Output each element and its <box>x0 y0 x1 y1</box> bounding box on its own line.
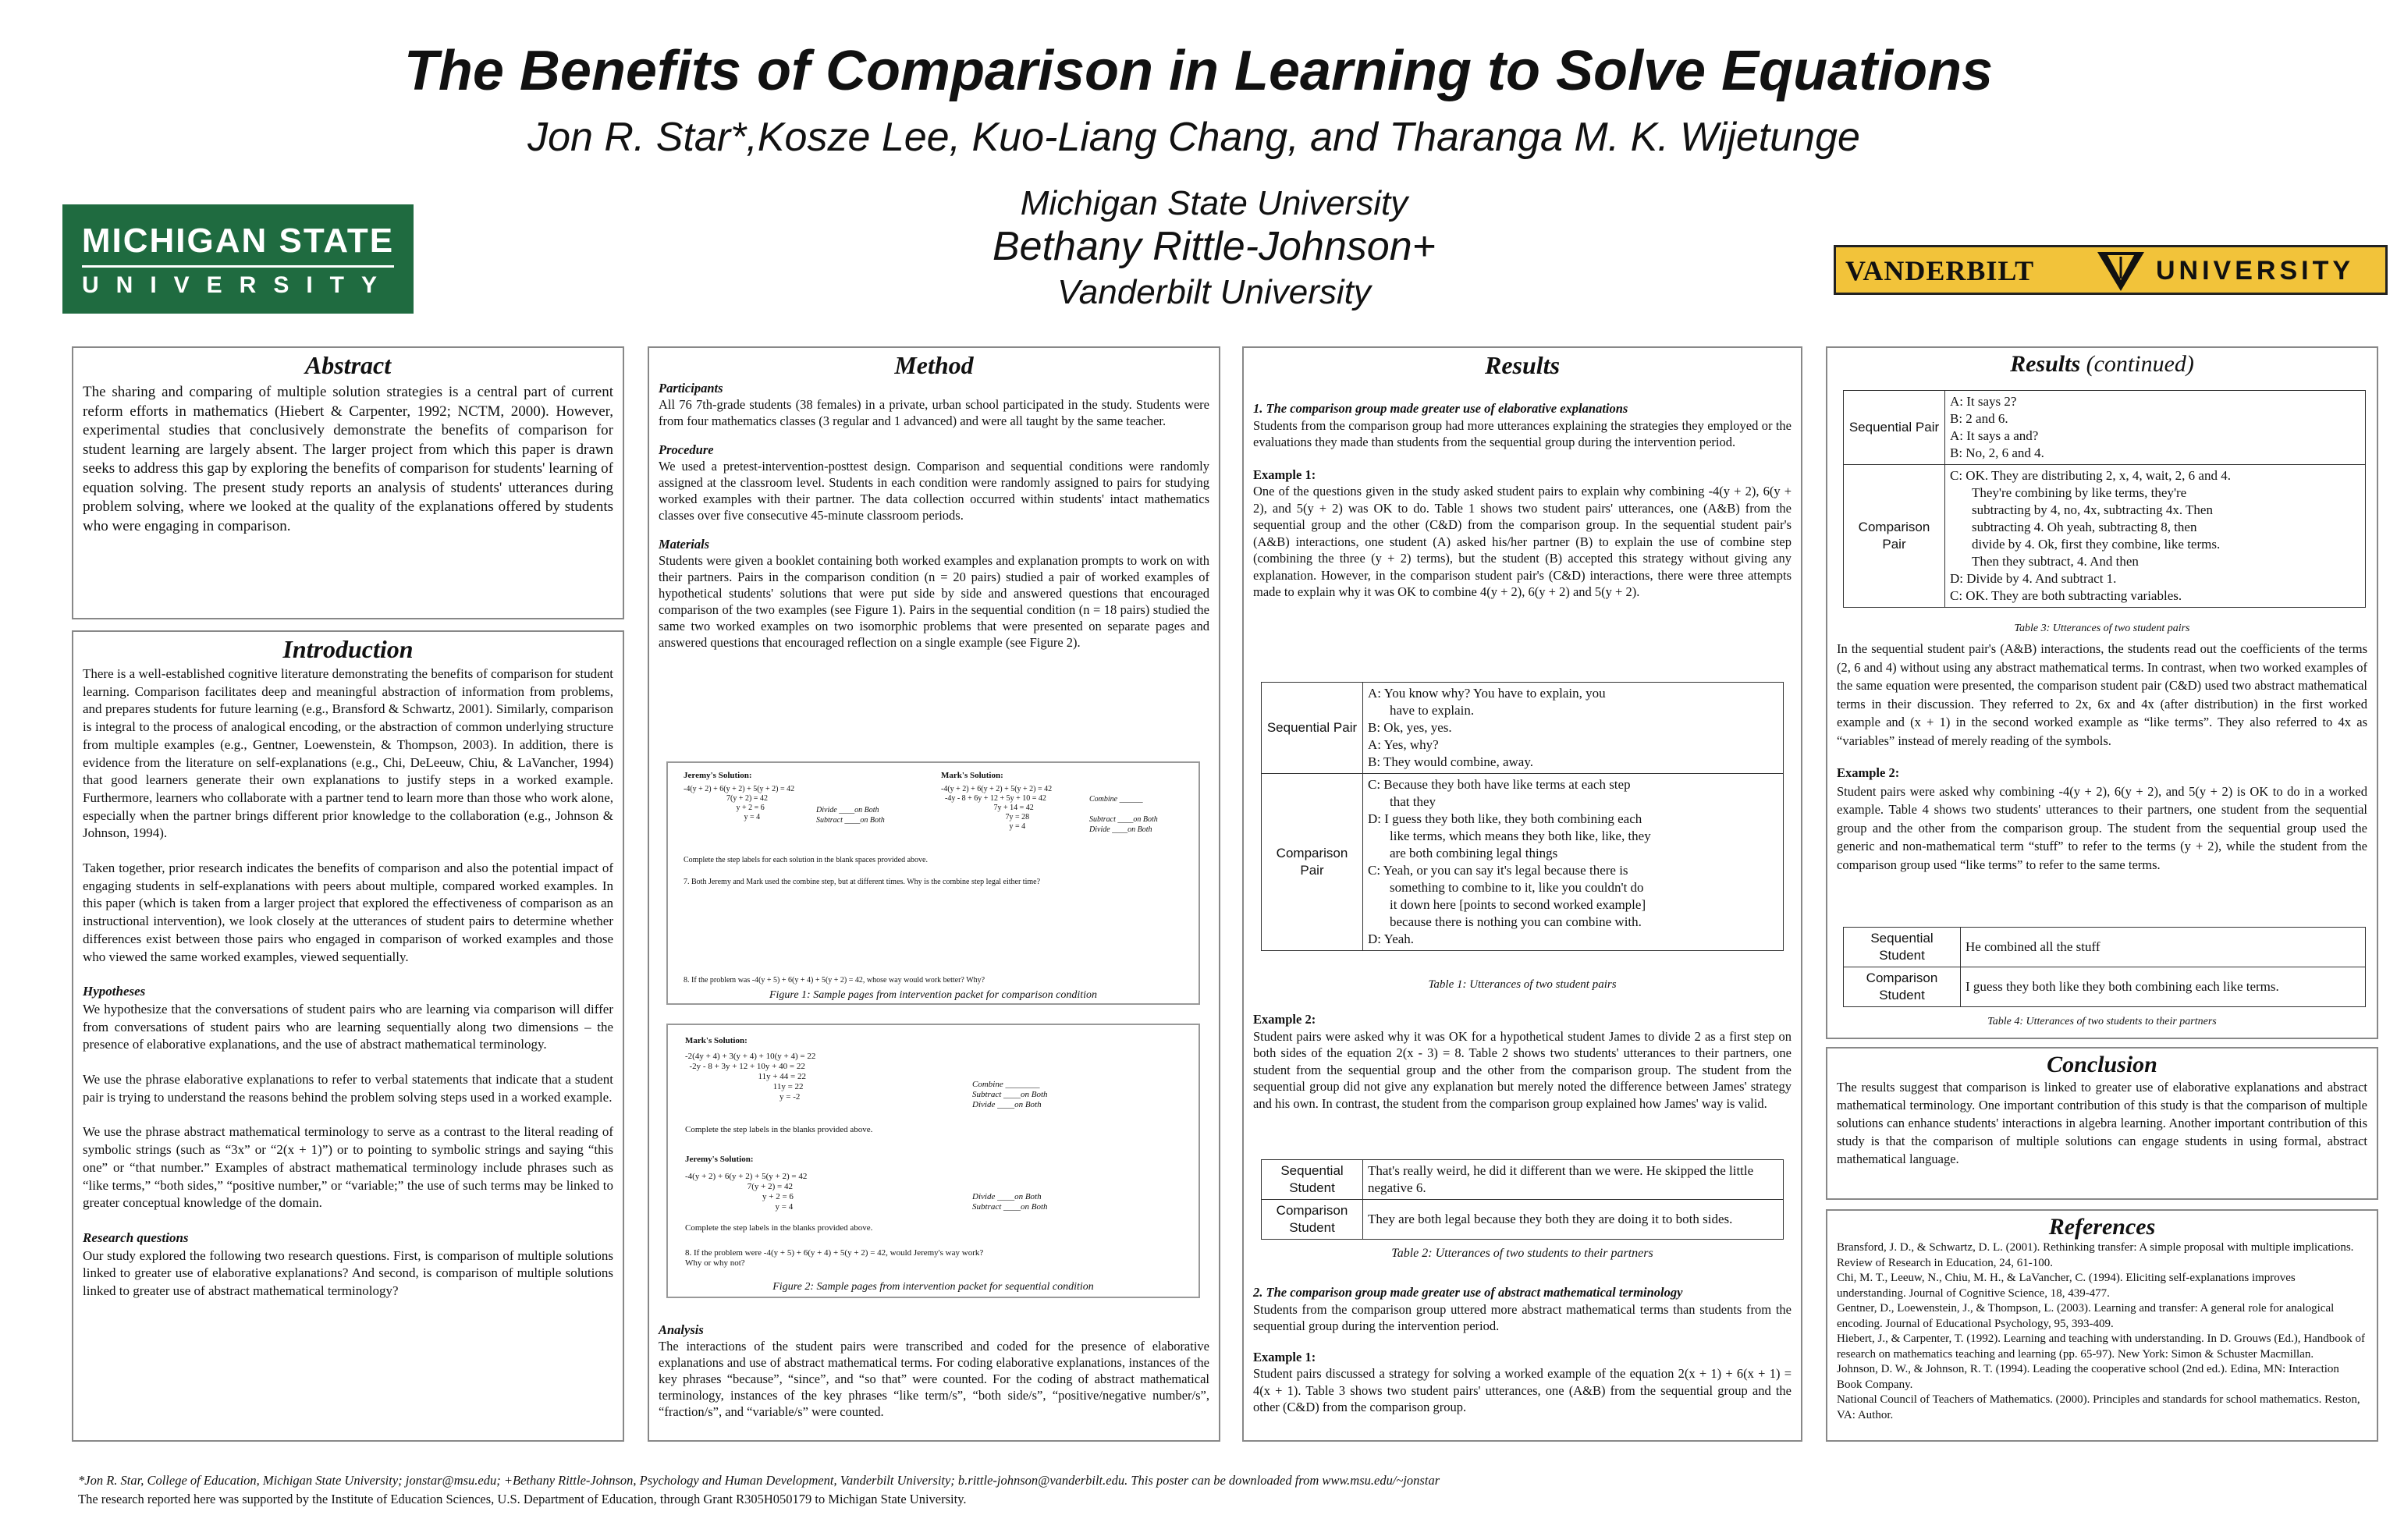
results-continued-title: Results <box>2010 351 2081 377</box>
results-continued-section <box>1826 346 2378 1039</box>
reference-item: National Council of Teachers of Mathematics. (2000). Principles and standards for school mathematics. Reston, VA: Author. <box>1837 1393 2360 1421</box>
t1r1-line: A: Yes, why? <box>1368 737 1439 752</box>
participants-text: All 76 7th-grade students (38 females) in a private, urban school participated in the study. Students were from four mathematics classes (3 regular and 1 advanced) and were all taught by the same teacher. <box>659 397 1209 428</box>
results-continued-suffix: (continued) <box>2086 351 2194 377</box>
t1r2-line: like terms, which means they both like, like, they <box>1390 829 1651 843</box>
table2-row2-label: Comparison Student <box>1262 1200 1363 1240</box>
fig1-question-7: 7. Both Jeremy and Mark used the combine step, but at different times. Why is the combine step legal either time? <box>684 878 1041 886</box>
fig1-mark-label: Mark's Solution: <box>941 771 1003 780</box>
t3r2-line: subtracting 4. Oh yeah, subtracting 8, then <box>1972 520 2197 534</box>
t1r2-line: are both combining legal things <box>1390 846 1558 860</box>
fig2-question-8b: Why or why not? <box>685 1258 745 1268</box>
t1r2-line: something to combine to it, like you couldn't do <box>1390 880 1644 895</box>
table1-row1-utterances <box>1363 683 1784 774</box>
t3r2-line: Then they subtract, 4. And then <box>1972 554 2139 569</box>
table1-row2-utterances <box>1363 774 1784 951</box>
procedure-heading: Procedure <box>659 442 714 457</box>
fig2-mark-labels: Combine ________ Subtract ____on Both Divide ____on Both <box>972 1080 1048 1109</box>
affiliation-msu: Michigan State University <box>1020 184 1408 222</box>
t3r1-line: A: It says a and? <box>1950 428 2039 443</box>
fig2-jeremy-label: Jeremy's Solution: <box>685 1155 754 1164</box>
table-3 <box>1843 390 2366 608</box>
table-4 <box>1843 927 2366 1007</box>
table4-row1-utterance: He combined all the stuff <box>1961 928 2366 967</box>
result-1-example-1-text: One of the questions given in the study asked student pairs to explain why combining -4(y + 2), 6(y + 2), and 5(y + 2) was OK to do. Table 1 shows two student pairs' utterances, one (A&B) from the sequential group and the other (C&D) from the comparison group. In the sequential student pair's (A&B) interactions, one student (A) asked his/her partner (B) to explain the use of combine step (combining the three (y + 2) terms), but the student (B) accepted this strategy without giving any explanation. However, in the comparison student pair's (C&D) interactions, there were three attempts made to explain why it was OK to combine 4(y + 2), 6(y + 2) and 5(y + 2). <box>1253 484 1792 599</box>
abstract-heading: Abstract <box>304 351 392 379</box>
table1-row1-label: Sequential Pair <box>1262 683 1363 774</box>
references-list <box>1827 1240 2377 1423</box>
table2-row2-utterance: They are both legal because they both they are doing it to both sides. <box>1363 1200 1784 1240</box>
t3r2-line: D: Divide by 4. And subtract 1. <box>1950 571 2117 586</box>
t1r2-line: because there is nothing you can combine with. <box>1390 914 1642 929</box>
table3-row2-utterances <box>1945 465 2366 608</box>
t1r2-line: C: Because they both have like terms at each step <box>1368 777 1631 792</box>
t1r2-line: it down here [points to second worked example] <box>1390 897 1646 912</box>
reference-item: Chi, M. T., Leeuw, N., Chiu, M. H., & LaVancher, C. (1994). Eliciting self-explanations improves understanding. Journal of Cognitive Science, 18, 439-477. <box>1837 1272 2296 1300</box>
table4-row2-label: Comparison Student <box>1844 967 1961 1007</box>
figure-2-sample-page <box>666 1024 1200 1298</box>
t1r1-line: B: They would combine, away. <box>1368 754 1533 769</box>
figure-1-caption: Figure 1: Sample pages from intervention packet for comparison condition <box>769 989 1098 1001</box>
introduction-section <box>72 630 624 1442</box>
table-1 <box>1261 682 1784 951</box>
t1r2-line: D: I guess they both like, they both combining each <box>1368 811 1642 826</box>
materials-text: Students were given a booklet containing both worked examples and explanation prompts to work on with their partners. Pairs in the comparison condition (n = 20 pairs) studied a pair of worked examples of hypothetical students' solutions that were put side by side and answered questions that encouraged comparison of the two examples (see Figure 1). Pairs in the sequential condition (n = 18 pairs) studied the same two worked examples on two isomorphic problems that were presented on separate pages and answered questions that encouraged reflection on a single example (see Figure 2). <box>659 553 1209 650</box>
msu-logo-line1: MICHIGAN STATE <box>81 222 395 260</box>
result-2-example-2-heading: Example 2: <box>1837 765 1900 780</box>
t3r2-line: divide by 4. Ok, first they combine, like terms. <box>1972 537 2221 552</box>
table3-row1-utterances <box>1945 391 2366 465</box>
fig2-instructions-1: Complete the step labels in the blanks provided above. <box>685 1125 873 1134</box>
vanderbilt-logo <box>1834 245 2388 295</box>
result-1-example-2-text: Student pairs were asked why it was OK for a hypothetical student James to divide 2 as a first step on both sides of the equation 2(x - 3) = 8. Table 2 shows two students' utterances to their partners, one student from the sequential group and the other from the comparison group. The student from the sequential group did not give any explanation but merely noted the difference between James' strategy and his own. In contrast, the student from the comparison group explained how James' way is valid. <box>1253 1028 1792 1111</box>
materials-heading: Materials <box>659 537 710 552</box>
references-section <box>1826 1209 2378 1442</box>
results-section <box>1242 346 1802 1442</box>
affiliation-vanderbilt: Vanderbilt University <box>1057 273 1371 311</box>
table2-row1-label: Sequential Student <box>1262 1160 1363 1200</box>
participants-heading: Participants <box>659 381 723 396</box>
t3r1-line: B: 2 and 6. <box>1950 411 2008 426</box>
fig2-mark-label: Mark's Solution: <box>685 1036 748 1045</box>
fig1-jeremy-labels: Divide ____on Both Subtract ____on Both <box>816 806 885 825</box>
figure-2-caption: Figure 2: Sample pages from intervention packet for sequential condition <box>772 1281 1094 1293</box>
result-2-heading: 2. The comparison group made greater use of abstract mathematical terminology <box>1253 1285 1683 1300</box>
analysis-text: The interactions of the student pairs were transcribed and coded for the presence of elaborative explanations and use of abstract mathematical terms. For coding elaborative explanations, instances of the key phrases “because”, “since”, and “so that” were counted. For the coding of abstract mathematical terminology, instances of the key phrases “like term/s”, “both side/s”, “positive/negative number/s”, “fraction/s”, and “variable/s” were counted. <box>659 1339 1209 1419</box>
t1r1-line: A: You know why? You have to explain, you <box>1368 686 1606 701</box>
author-list: Jon R. Star*,Kosze Lee, Kuo-Liang Chang, and Tharanga M. K. Wijetunge <box>527 115 1860 160</box>
fig2-jeremy-labels: Divide ____on Both Subtract ____on Both <box>972 1192 1048 1212</box>
reference-item: Johnson, D. W., & Johnson, R. T. (1994). Leading the cooperative school (2nd ed.). Edina, MN: Interaction Book Company. <box>1837 1363 2339 1391</box>
table4-row2-utterance: I guess they both like they both combining each like terms. <box>1961 967 2366 1007</box>
fig1-jeremy-steps: -4(y + 2) + 6(y + 2) + 5(y + 2) = 42 7(y + 2) = 42 y + 2 = 6 y = 4 <box>684 785 795 821</box>
reference-item: Hiebert, J., & Carpenter, T. (1992). Learning and teaching with understanding. In D. Grouws (Ed.), Handbook of research on mathematics teaching and learning (pp. 65-97). New York: Simon & Schuster Macmillan. <box>1837 1332 2366 1361</box>
fig1-instructions: Complete the step labels for each solution in the blank spaces provided above. <box>684 856 928 864</box>
research-questions-heading: Research questions <box>83 1230 189 1245</box>
results-continued-heading <box>1827 351 2377 378</box>
fig2-instructions-2: Complete the step labels in the blanks provided above. <box>685 1223 873 1233</box>
table4-row1-label: Sequential Student <box>1844 928 1961 967</box>
msu-logo-rule <box>82 265 394 268</box>
t1r1-line: have to explain. <box>1390 703 1475 718</box>
conclusion-heading: Conclusion <box>2047 1052 2157 1077</box>
result-1-example-1-heading: Example 1: <box>1253 467 1316 482</box>
intro-paragraph-4: We use the phrase abstract mathematical terminology to serve as a contrast to the literal reading of symbolic strings (such as “3x” or “2(x + 1)”) or to pointing to symbolic strings and saying “this one” or “that number.” Examples of abstract mathematical terminology include phrases such as “like terms,” “both sides,” “positive number,” or “variable;” the use of such terms may be linked to greater conceptual knowledge of the domain. <box>83 1124 613 1211</box>
result-2-text: Students from the comparison group uttered more abstract mathematical terms than students from the sequential group during the intervention period. <box>1253 1301 1792 1333</box>
msu-logo <box>62 204 414 314</box>
research-questions-text: Our study explored the following two research questions. First, is comparison of multiple solutions linked to greater use of elaborative explanations? And second, is comparison of multiple solutions linked to greater use of abstract mathematical terminology? <box>83 1247 613 1299</box>
fig1-jeremy-label: Jeremy's Solution: <box>684 771 752 780</box>
t3r2-line: C: OK. They are both subtracting variables. <box>1950 588 2182 603</box>
table-2-caption: Table 2: Utterances of two students to their partners <box>1391 1247 1653 1260</box>
analysis-heading: Analysis <box>659 1322 704 1337</box>
table-3-caption: Table 3: Utterances of two student pairs <box>2014 623 2190 634</box>
fig2-jeremy-steps: -4(y + 2) + 6(y + 2) + 5(y + 2) = 42 7(y + 2) = 42 y + 2 = 6 y = 4 <box>685 1172 808 1212</box>
conclusion-text: The results suggest that comparison is linked to greater use of elaborative explanations and abstract mathematical terminology. One important contribution of this study is that the comparison of multiple solutions can enhance students' interactions in algebra learning. Another important contribution of this study is that the comparison of multiple solutions can engage students in using formal, abstract mathematical language. <box>1837 1080 2367 1166</box>
table2-row1-utterance: That's really weird, he did it different than we were. He skipped the little negative 6. <box>1363 1160 1784 1200</box>
result-2-example-2-text: Student pairs were asked why combining -4(y + 2), 6(y + 2), and 5(y + 2) is OK to do in a worked example. Table 4 shows two students' utterances to their partners, one student from the sequential group and the other from the comparison group. The student from the sequential group used the generic and non-mathematical term “stuff” to refer to the terms (y + 2), while the student from the comparison group used “like terms” to refer to the same terms. <box>1837 783 2367 872</box>
vanderbilt-oak-leaf-icon <box>2093 249 2148 293</box>
table3-row2-label: Comparison Pair <box>1844 465 1945 608</box>
intro-paragraph-2: Taken together, prior research indicates the benefits of comparison and also the potential impact of engaging students in self-explanations with peers about multiple, compared worked examples. In this paper (which is taken from a larger project that explored the effectiveness of comparison as an instructional intervention), we look closely at the utterances of student pairs to determine whether differences exist between those pairs who engaged in comparison of worked examples and those who viewed the same worked examples, viewed sequentially. <box>83 860 613 964</box>
msu-logo-line2: UNIVERSITY <box>81 272 395 298</box>
method-heading: Method <box>894 351 974 379</box>
table3-row1-label: Sequential Pair <box>1844 391 1945 465</box>
t1r1-line: B: Ok, yes, yes. <box>1368 720 1452 735</box>
results-continued-paragraph: In the sequential student pair's (A&B) interactions, the students read out the coefficients of the terms (2, 6 and 4) without using any abstract mathematical terms. In contrast, when two worked examples of the same equation were presented, the comparison student pair (C&D) used two abstract mathematical terms in their discussion. They referred to 2x, 6x and 4x (after distribution) in the first worked example and (x + 1) in the second worked example as “like terms”. They also referred to 4x as “variables” instead of merely reading of the symbols. <box>1837 641 2367 748</box>
reference-item: Bransford, J. D., & Schwartz, D. L. (2001). Rethinking transfer: A simple proposal with multiple implications. Review of Research in Education, 24, 61-100. <box>1837 1241 2354 1269</box>
t3r1-line: A: It says 2? <box>1950 394 2017 409</box>
t1r2-line: that they <box>1390 794 1436 809</box>
intro-paragraph-1: There is a well-established cognitive literature demonstrating the benefits of comparison for student learning. Comparison facilitates deep and meaningful abstraction of information from problems, and prepares students for future learning (e.g., Bransford & Schwartz, 2001). Similarly, comparison is integral to the process of analogical encoding, or the abstraction of common underlying structure from multiple examples (e.g., Gentner, Loewenstein, & Thompson, 2003). In addition, there is evidence from the literature on self-explanations (e.g., Chi, DeLeeuw, Chiu, & LaVancher, 1994) that good learners generate their own explanations to justify steps in a worked example. Furthermore, learners who collaborate with a partner tend to learn more than those who work alone, especially when the partner brings different prior knowledge to the collaboration (e.g., Johnson & Johnson, 1994). <box>83 666 613 841</box>
hypotheses-text: We hypothesize that the conversations of student pairs who are learning via comparison will differ from conversations of student pairs who are learning sequentially along two dimensions – the presence of elaborative explanations, and the use of abstract mathematical terminology. <box>83 1001 613 1052</box>
result-2-example-1-heading: Example 1: <box>1253 1349 1316 1364</box>
t3r2-line: They're combining by like terms, they're <box>1972 485 2187 500</box>
method-section <box>648 346 1220 1442</box>
result-2-example-1-text: Student pairs discussed a strategy for solving a worked example of the equation 2(x + 1) + 6(x + 1) = 4(x + 1). Table 3 shows two student pairs' utterances, one (A&B) from the sequential group and the other (C&D) from the comparison group. <box>1253 1366 1792 1414</box>
introduction-heading: Introduction <box>282 635 414 663</box>
table-2 <box>1261 1159 1784 1240</box>
footer-contact: *Jon R. Star, College of Education, Michigan State University; jonstar@msu.edu; +Bethany Rittle-Johnson, Psychology and Human Development, Vanderbilt University; b.rittle-johnson@vanderbilt.edu. This poster can be downloaded from www.msu.edu/~jonstar <box>78 1473 1440 1488</box>
intro-paragraph-3: We use the phrase elaborative explanations to refer to verbal statements that indicate that a student pair is trying to understand the reasons behind the problem solving steps used in a worked example. <box>83 1072 613 1105</box>
table-4-caption: Table 4: Utterances of two students to their partners <box>1987 1016 2217 1027</box>
abstract-section <box>72 346 624 619</box>
conclusion-section <box>1826 1047 2378 1200</box>
fig1-mark-labels: Combine ______ Subtract ____on Both Divide ____on Both <box>1089 795 1158 834</box>
t3r1-line: B: No, 2, 6 and 4. <box>1950 445 2044 460</box>
abstract-text: The sharing and comparing of multiple solution strategies is a central part of current reform efforts in mathematics (Hiebert & Carpenter, 1992; NCTM, 2000). However, experimental studies that conclusively demonstrate the benefits of comparison for student learning are largely absent. The larger project from which this paper is drawn seeks to address this gap by exploring the benefits of comparison for students' learning of equation solving. The present study reports an analysis of students' utterances during problem solving, where we looked at the quality of the explanations offered by students who were engaging in comparison. <box>83 384 613 534</box>
table-1-caption: Table 1: Utterances of two student pairs <box>1428 978 1617 991</box>
author-rittle-johnson: Bethany Rittle-Johnson+ <box>992 224 1436 269</box>
t3r2-line: C: OK. They are distributing 2, x, 4, wait, 2, 6 and 4. <box>1950 468 2231 483</box>
result-1-heading: 1. The comparison group made greater use of elaborative explanations <box>1253 401 1628 416</box>
result-1-text: Students from the comparison group had more utterances explaining the strategies they employed or the evaluations they made than students from the sequential group during the intervention period. <box>1253 417 1792 449</box>
fig1-question-8: 8. If the problem was -4(y + 5) + 6(y + 4) + 5(y + 2) = 42, whose way would work better? Why? <box>684 976 985 985</box>
result-1-example-2-heading: Example 2: <box>1253 1012 1316 1027</box>
reference-item: Gentner, D., Loewenstein, J., & Thompson, L. (2003). Learning and transfer: A general role for analogical encoding. Journal of Educational Psychology, 95, 393-409. <box>1837 1302 2335 1330</box>
table1-row2-label: Comparison Pair <box>1262 774 1363 951</box>
vu-logo-left: VANDERBILT <box>1845 255 2035 286</box>
fig1-mark-steps: -4(y + 2) + 6(y + 2) + 5(y + 2) = 42 -4y - 8 + 6y + 12 + 5y + 10 = 42 7y + 14 = 42 7y = 28 y = 4 <box>941 785 1053 831</box>
figure-1-sample-page <box>666 761 1200 1005</box>
poster-title: The Benefits of Comparison in Learning to Solve Equations <box>403 40 1994 102</box>
procedure-text: We used a pretest-intervention-posttest design. Comparison and sequential conditions were randomly assigned at the classroom level. Students in each condition were randomly assigned to pairs for studying worked examples with their partner. The data collection occurred within students' intact mathematics classes over five consecutive 45-minute classroom periods. <box>659 459 1209 523</box>
t1r2-line: C: Yeah, or you can say it's legal because there is <box>1368 863 1628 878</box>
fig2-question-8: 8. If the problem were -4(y + 5) + 6(y + 4) + 5(y + 2) = 42, would Jeremy's way work? <box>685 1248 984 1258</box>
vu-logo-right: UNIVERSITY <box>2156 256 2355 286</box>
t1r2-line: D: Yeah. <box>1368 931 1415 946</box>
references-heading: References <box>2048 1214 2156 1240</box>
fig2-mark-steps: -2(4y + 4) + 3(y + 4) + 10(y + 4) = 22 -2y - 8 + 3y + 12 + 10y + 40 = 22 11y + 44 = 22 11y = 22 y = -2 <box>685 1052 816 1102</box>
results-heading: Results <box>1484 351 1561 379</box>
hypotheses-heading: Hypotheses <box>83 984 146 999</box>
t3r2-line: subtracting by 4, no, 4x, subtracting 4x. Then <box>1972 502 2213 517</box>
footer-funding: The research reported here was supported by the Institute of Education Sciences, U.S. Department of Education, through Grant R305H050179 to Michigan State University. <box>78 1492 967 1506</box>
